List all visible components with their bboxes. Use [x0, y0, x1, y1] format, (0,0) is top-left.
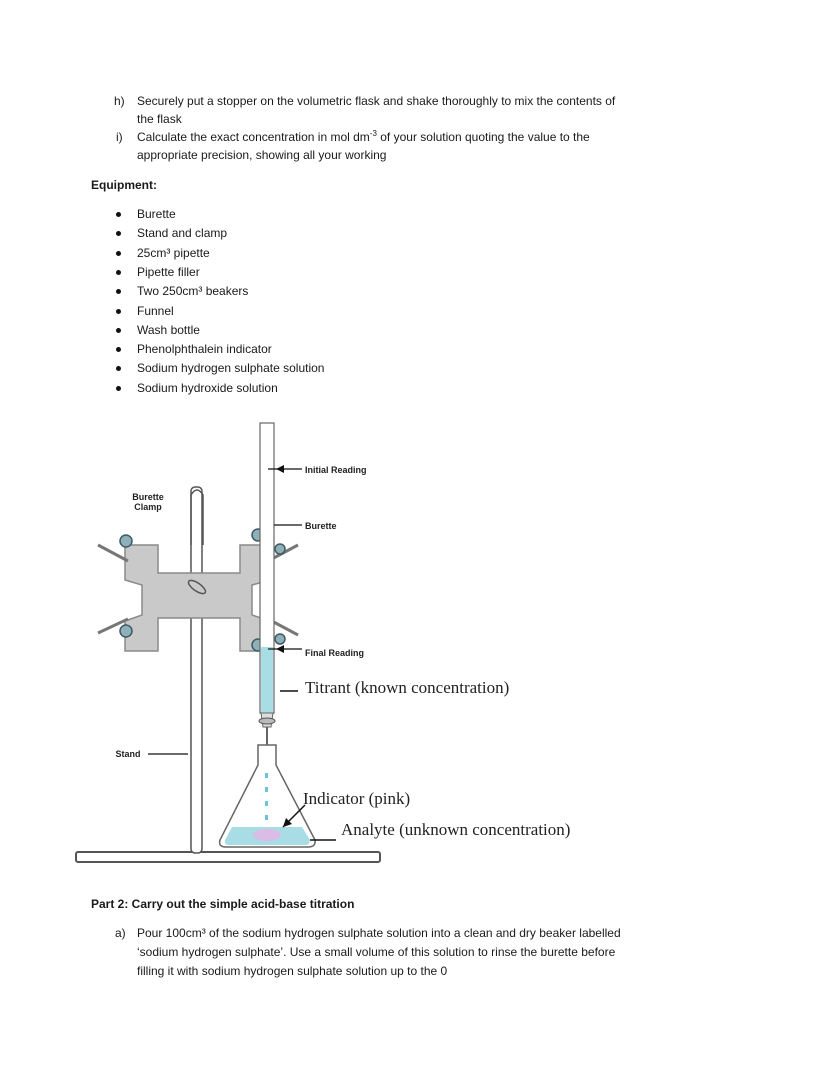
label-analyte: Analyte (unknown concentration) [341, 820, 571, 839]
bullet-icon [116, 347, 121, 352]
step-h-marker: h) [114, 94, 125, 108]
step-a-marker: a) [115, 926, 126, 940]
equipment-item: Phenolphthalein indicator [137, 342, 272, 357]
equipment-item: 25cm³ pipette [137, 245, 210, 260]
step-i-line-2: appropriate precision, showing all your working [137, 148, 387, 162]
step-i-line-1: Calculate the exact concentration in mol $dm^{-3}$ of your solution quoting the value to the [137, 129, 590, 144]
label-titrant: Titrant (known concentration) [305, 678, 510, 697]
equipment-item: Burette [137, 207, 176, 221]
equipment-item: Stand and clamp [137, 226, 228, 241]
stand-base [76, 852, 380, 862]
bullet-icon [116, 328, 121, 333]
clamp-screw [120, 535, 132, 547]
clamp-screw [275, 544, 285, 554]
equipment-item: Wash bottle [137, 322, 200, 337]
clamp-screw [275, 634, 285, 644]
bullet-icon [116, 289, 121, 294]
bullet-icon [116, 251, 121, 256]
titrant-liquid [261, 647, 273, 713]
label-initial-reading: Initial Reading [305, 465, 367, 475]
label-final-reading: Final Reading [305, 648, 365, 658]
equipment-heading: Equipment: [91, 178, 157, 192]
clamp-screw [120, 625, 132, 637]
equipment-item: Sodium hydrogen sulphate solution [137, 361, 325, 376]
bullet-icon [116, 212, 121, 217]
step-i-marker: i) [116, 130, 123, 144]
step-h-line-1: Securely put a stopper on the volumetric flask and shake thoroughly to mix the contents of [137, 94, 616, 108]
equipment-item: Two 250cm³ beakers [137, 284, 249, 299]
equipment-item: Funnel [137, 303, 174, 318]
label-stand: Stand [115, 749, 141, 759]
equipment-item: Pipette filler [137, 264, 200, 279]
stand-rod [191, 487, 202, 853]
bullet-icon [116, 231, 121, 236]
label-burette: Burette [305, 521, 337, 531]
label-indicator: Indicator (pink) [303, 789, 411, 808]
bullet-icon [116, 386, 121, 391]
label-burette-clamp-2: Clamp [134, 502, 162, 512]
step-a-line-3: filling it with sodium hydrogen sulphate solution up to the 0 [137, 964, 448, 978]
label-burette-clamp-1: Burette [132, 492, 164, 502]
titration-diagram [70, 415, 630, 870]
step-a-line-1: Pour 100cm³ of the sodium hydrogen sulphate solution into a clean and dry beaker labelled [137, 926, 621, 940]
bullet-icon [116, 366, 121, 371]
part2-heading: Part 2: Carry out the simple acid-base titration [91, 897, 355, 911]
equipment-item: Sodium hydroxide solution [137, 380, 278, 395]
bullet-icon [116, 270, 121, 275]
step-a-line-2: ‘sodium hydrogen sulphate’. Use a small volume of this solution to rinse the burette before [137, 945, 616, 959]
bullet-icon [116, 309, 121, 314]
step-h-line-2: the flask [137, 112, 182, 126]
